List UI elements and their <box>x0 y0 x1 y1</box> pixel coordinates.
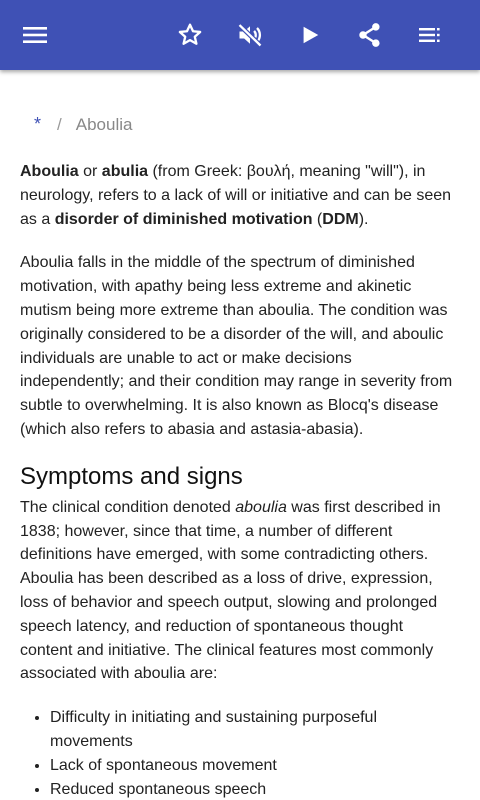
share-button[interactable] <box>352 17 388 53</box>
article-body <box>20 160 460 800</box>
symptoms-text: was first described in 1838; however, since that time, a number of different definitions have emerged, with some contradicting others. Aboulia has been described as a loss of drive, expression, loss of behavior and speech output, slowing and prolonged speech latency, and reduction of spontaneous thought content and initiative. The clinical features most commonly associated with aboulia are: <box>20 498 441 683</box>
breadcrumb <box>34 114 132 135</box>
term-aboulia: Aboulia <box>20 163 79 180</box>
contents-button[interactable] <box>412 17 448 53</box>
term-abulia: abulia <box>101 163 149 180</box>
intro-text: or <box>78 163 102 180</box>
article-content[interactable] <box>0 70 480 800</box>
term-ddm: DDM <box>322 210 359 228</box>
term-aboulia-italic: aboulia <box>235 498 287 516</box>
symptoms-paragraph <box>20 496 460 686</box>
app-toolbar <box>0 0 480 70</box>
features-list <box>20 706 460 800</box>
star-icon <box>176 21 204 49</box>
intro-paragraph <box>20 160 460 231</box>
share-icon <box>356 21 384 49</box>
list-item: • Lack of spontaneous movement <box>50 754 460 778</box>
volume-off-icon <box>236 21 264 49</box>
menu-icon <box>22 25 48 45</box>
play-icon <box>299 24 321 46</box>
intro-text: ). <box>358 210 369 228</box>
contents-list-icon <box>417 23 443 47</box>
intro-text: ( <box>312 210 323 228</box>
spectrum-paragraph: Aboulia falls in the middle of the spectrum of diminished motivation, with apathy being less extreme and akinetic mutism being more extreme than aboulia. The condition was originally considered to be a disorder of the will, and aboulic individuals are unable to act or make decisions independently; and their condition may range in severity from subtle to overwhelming. It is also known as Blocq's disease (which also refers to abasia and astasia-abasia). <box>20 254 453 438</box>
menu-button[interactable] <box>17 17 53 53</box>
section-heading: Symptoms and signs <box>20 462 243 490</box>
list-item: • Reduced spontaneous speech <box>50 778 460 800</box>
mute-button[interactable] <box>232 17 268 53</box>
term-ddm-full: disorder of diminished motivation <box>54 210 313 228</box>
symptoms-text: The clinical condition denoted <box>20 498 236 516</box>
breadcrumb-home-link[interactable]: * <box>34 114 42 134</box>
favorite-button[interactable] <box>172 17 208 53</box>
intro-text: (from Greek: βουλή, meaning "will"), in neurology, refers to a lack of will or initiative and can be seen as a <box>20 163 452 228</box>
list-item: • Difficulty in initiating and sustaining purposeful movements <box>50 706 460 754</box>
breadcrumb-current: Aboulia <box>75 115 133 134</box>
breadcrumb-separator: / <box>57 115 62 134</box>
play-button[interactable] <box>292 17 328 53</box>
